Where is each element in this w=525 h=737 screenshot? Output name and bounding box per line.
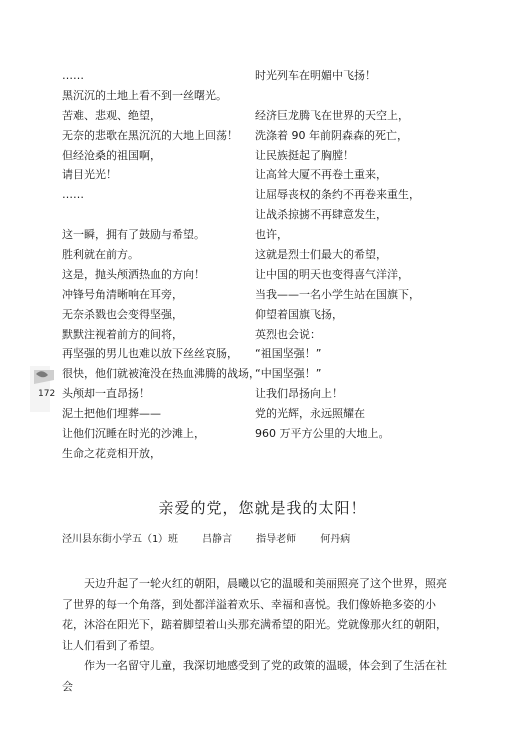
poem-line: 960 万平方公里的大地上。: [255, 427, 390, 441]
page-number: 172: [38, 389, 56, 399]
poem-line: 让民族挺起了胸膛！: [255, 148, 354, 162]
body-paragraph: 作为一名留守儿童，我深切地感受到了党的政策的温暖，体会到了生活在社会: [62, 659, 447, 693]
poem-line: 让我们昂扬向上！: [255, 387, 343, 401]
article-body: [62, 574, 456, 698]
poem-line: 胜利就在前方。: [62, 248, 139, 262]
poem-line: [62, 205, 252, 225]
poem-line: 请目光光！: [62, 168, 117, 182]
poem-right-column: [255, 66, 455, 444]
poem-line: “祖国坚强！”: [255, 347, 322, 361]
article-title: 亲爱的党，您就是我的太阳！: [158, 499, 367, 517]
poem-line: 也许，: [255, 228, 288, 242]
poem-line: 但经沧桑的祖国啊，: [62, 148, 161, 162]
poem-line: 苦难、悲观、绝望，: [62, 108, 161, 122]
article-byline: 泾川县东街小学五（1）班 吕静言 指导老师 何丹病: [62, 534, 351, 545]
poem-line: 仰望着国旗飞扬，: [255, 307, 343, 321]
body-paragraph: 天边升起了一轮火红的朝阳，晨曦以它的温暖和美丽照亮了这个世界，照亮了世界的每一个角落，到处都洋溢着欢乐、幸福和喜悦。我们像娇艳多姿的小花，沐浴在阳光下，踮着脚望着山头那充满希望的阳光。党就像那火红的朝阳，让人们看到了希望。: [62, 577, 447, 652]
poem-line: 泥土把他们埋葬——: [62, 407, 161, 421]
poem-line: ……: [62, 69, 84, 82]
poem-line: 默默注视着前方的间将，: [62, 327, 183, 341]
poem-left-column: [62, 66, 260, 464]
poem-line: 冲锋号角清晰响在耳旁，: [62, 287, 183, 301]
poem-line: ……: [62, 188, 84, 202]
poem-line: 让战杀掠掳不再肆意发生，: [255, 208, 387, 222]
poem-line: 无奈的悲歌在黑沉沉的大地上回荡！: [62, 128, 238, 142]
poem-line: 经济巨龙腾飞在世界的天空上，: [255, 108, 409, 122]
poem-line: 洗涤着 90 年前阴森森的死亡，: [255, 128, 408, 142]
poem-line: 时光列车在明媚中飞扬！: [255, 69, 376, 82]
poem-line: 让他们沉睡在时光的沙滩上，: [62, 427, 205, 441]
poem-line: 这是，抛头颅洒热血的方向！: [62, 267, 205, 281]
poem-line: 让屈辱丧权的条约不再卷来重生，: [255, 188, 420, 202]
poem-line: 无奈杀戮也会变得坚强，: [62, 307, 183, 321]
poem-line: 英烈也会说：: [255, 327, 321, 341]
poem-line: 党的光辉，永远照耀在: [255, 407, 365, 421]
poem-line: 让中国的明天也变得喜气洋洋，: [255, 267, 409, 281]
poem-line: [255, 86, 455, 106]
poem-line: 很快，他们就被淹没在热血沸腾的战场，: [62, 367, 260, 381]
poem-line: 这一瞬，拥有了鼓励与希望。: [62, 228, 205, 242]
poem-line: 黑沉沉的土地上看不到一丝曙光。: [62, 88, 227, 102]
poem-line: 当我——一名小学生站在国旗下，: [255, 287, 420, 301]
poem-line: “中国坚强！”: [255, 367, 322, 381]
poem-line: 让高耸大厦不再卷土重来，: [255, 168, 387, 182]
poem-line: 生命之花竞相开放，: [62, 446, 161, 460]
poem-line: 这就是烈士们最大的希望，: [255, 248, 387, 262]
poem-line: 再坚强的男儿也难以放下丝丝哀肠，: [62, 347, 238, 361]
poem-line: 头颅却一直昂扬！: [62, 387, 150, 401]
